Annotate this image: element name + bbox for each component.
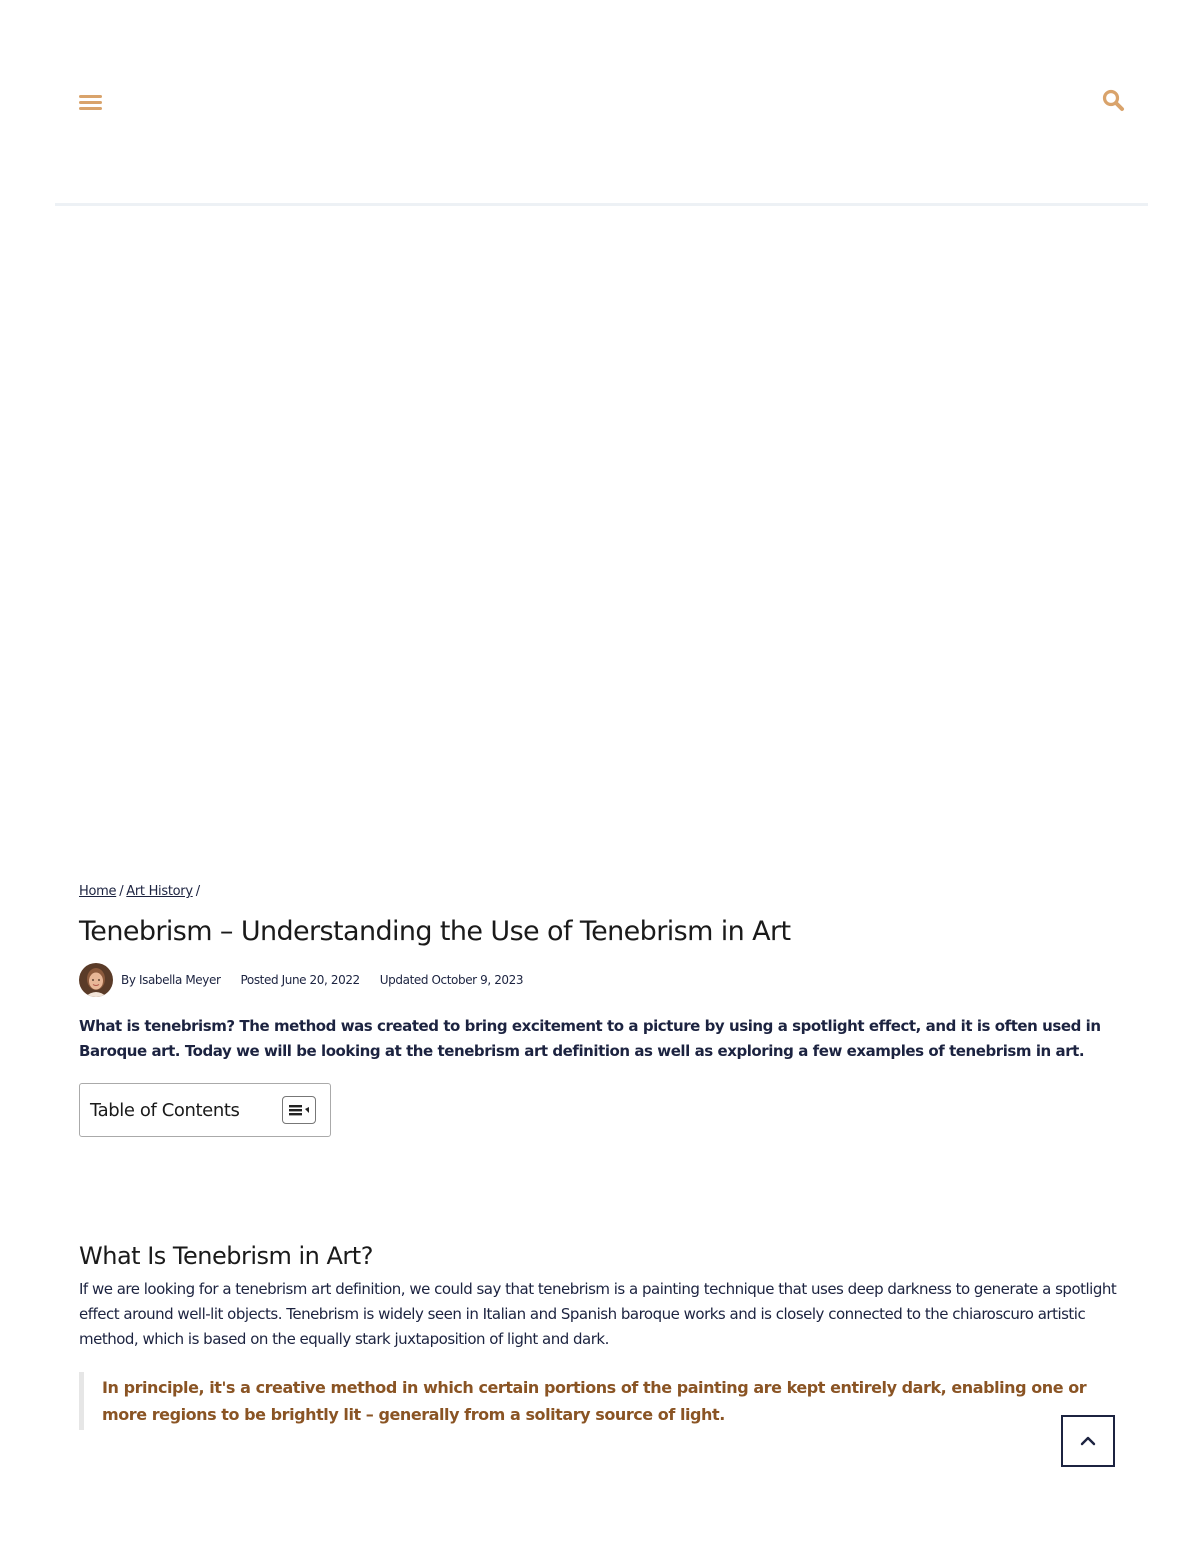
chevron-up-icon: [1079, 1435, 1097, 1447]
breadcrumb: [79, 880, 1121, 904]
breadcrumb-separator: /: [195, 884, 200, 899]
breadcrumb-category-link[interactable]: Art History: [126, 884, 193, 899]
article-content: [79, 880, 1121, 1430]
section-paragraph: If we are looking for a tenebrism art definition, we could say that tenebrism is a painting technique that uses deep darkness to generate a spotlight effect around well-lit objects. Tenebrism is widely seen in Italian and Spanish baroque works and is closely connected to the chiaroscuro artistic method, which is based on the equally stark juxtaposition of light and dark.: [79, 1280, 1117, 1348]
table-of-contents: [79, 1083, 331, 1137]
breadcrumb-home-link[interactable]: Home: [79, 884, 117, 899]
toc-title: Table of Contents: [90, 1099, 240, 1121]
pull-quote: In principle, it's a creative method in which certain portions of the painting are kept entirely dark, enabling one or more regions to be brightly lit – generally from a solitary source of light.: [79, 1372, 1121, 1430]
article-meta: [79, 962, 1121, 998]
page-title: Tenebrism – Understanding the Use of Tenebrism in Art: [79, 916, 791, 947]
toc-toggle-icon[interactable]: [282, 1096, 316, 1124]
author-name[interactable]: By Isabella Meyer: [121, 973, 221, 987]
search-icon[interactable]: [1100, 87, 1128, 115]
scroll-to-top-button[interactable]: [1061, 1415, 1115, 1467]
site-header: [55, 0, 1148, 206]
posted-date: Posted June 20, 2022: [240, 973, 360, 987]
breadcrumb-separator: /: [119, 884, 124, 899]
article-intro: What is tenebrism? The method was created to bring excitement to a picture by using a spotlight effect, and it is often used in Baroque art. Today we will be looking at the tenebrism art definition as well as exploring a few examples of tenebrism in art.: [79, 1017, 1101, 1060]
hamburger-menu-icon[interactable]: [79, 90, 105, 114]
author-avatar[interactable]: [79, 963, 113, 997]
section-heading: What Is Tenebrism in Art?: [79, 1242, 373, 1270]
updated-date: Updated October 9, 2023: [379, 973, 524, 987]
